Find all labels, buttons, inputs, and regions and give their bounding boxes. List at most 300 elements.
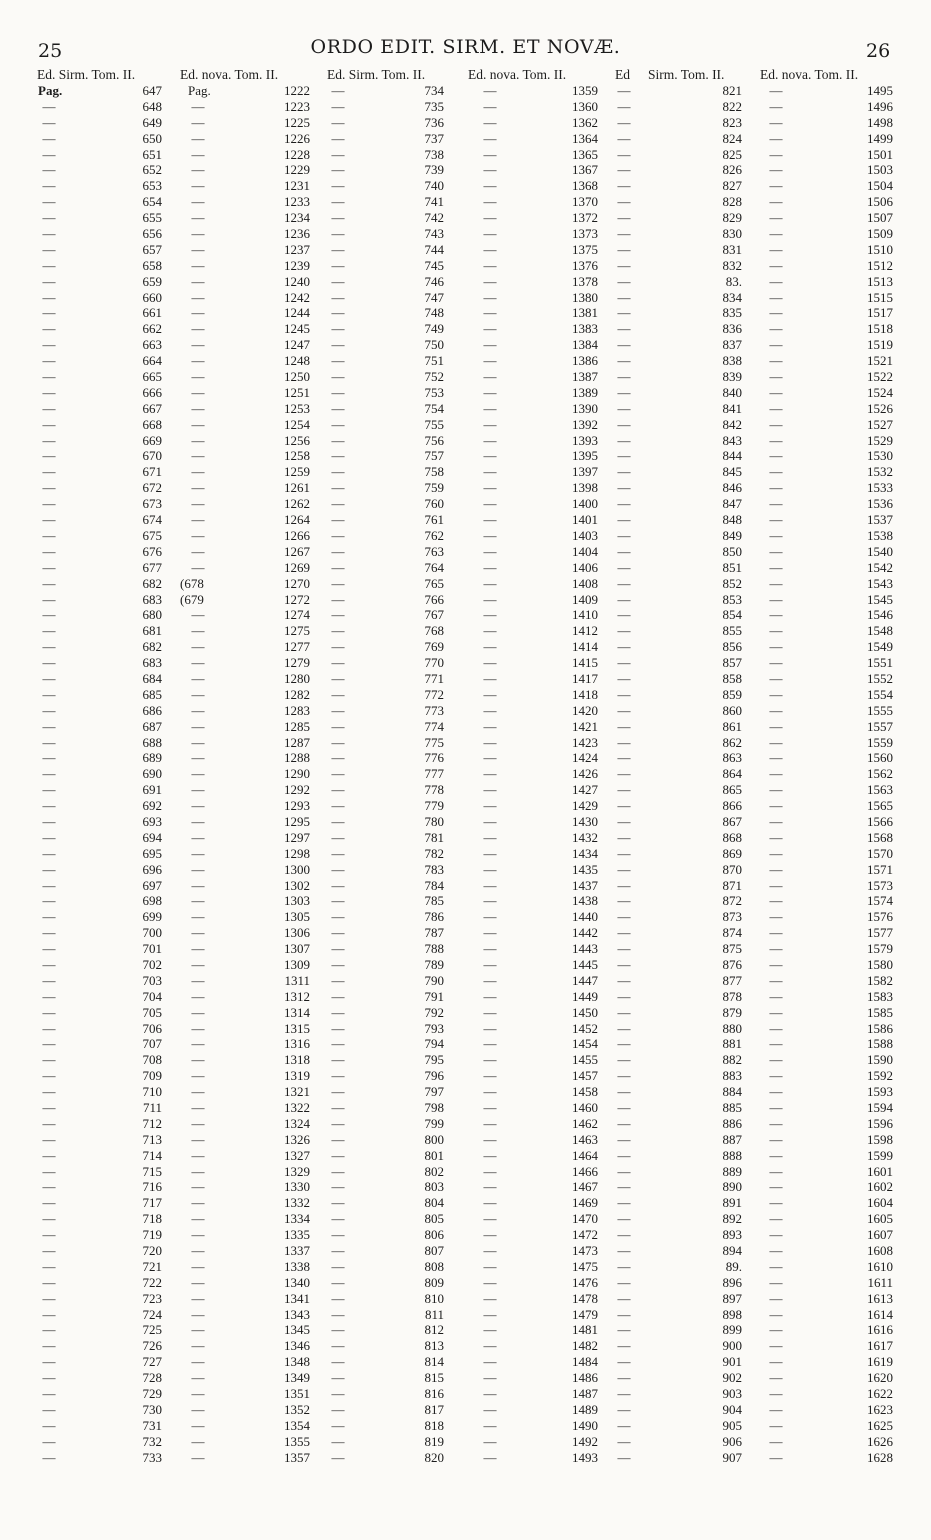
ditto-dash: — — [42, 1211, 56, 1227]
ditto-dash: — — [483, 941, 497, 957]
page-number-left: 25 — [38, 40, 63, 62]
ed-sirm-page-c: 897 — [722, 1290, 742, 1306]
ditto-dash: — — [331, 1243, 345, 1259]
ditto-dash: — — [617, 1370, 631, 1386]
ed-sirm-page-b: 768 — [424, 623, 444, 639]
ditto-dash: — — [42, 1370, 56, 1386]
ed-sirm-page-b: 762 — [424, 527, 444, 543]
ditto-dash: — — [769, 527, 783, 543]
ed-sirm-page-a: 674 — [142, 512, 162, 528]
ditto-dash: — — [191, 1084, 205, 1100]
ditto-dash: — — [617, 1100, 631, 1115]
ed-sirm-page-a: 693 — [142, 813, 162, 829]
table-row — [0, 385, 931, 401]
ed-nova-page-a: 1245 — [284, 321, 310, 337]
ed-nova-page-c: 1519 — [867, 337, 893, 353]
ed-sirm-page-b: 808 — [424, 1258, 444, 1274]
ditto-dash: — — [331, 384, 345, 400]
ditto-dash: — — [191, 162, 205, 178]
ed-nova-page-a: 1231 — [284, 178, 310, 194]
ed-sirm-page-b: 796 — [424, 1068, 444, 1084]
ditto-dash: — — [42, 559, 56, 575]
ed-sirm-page-b: 805 — [424, 1211, 444, 1227]
ed-sirm-page-c: 876 — [722, 956, 742, 972]
ed-sirm-page-c: 867 — [722, 813, 742, 829]
ed-sirm-page-a: 706 — [142, 1020, 162, 1036]
ed-sirm-page-b: 753 — [424, 384, 444, 400]
ed-sirm-page-b: 809 — [424, 1274, 444, 1290]
ed-sirm-page-a: 682 — [142, 639, 162, 655]
ed-nova-page-c: 1596 — [867, 1115, 893, 1131]
ditto-dash: — — [331, 305, 345, 321]
table-row — [0, 607, 931, 623]
ed-nova-page-c: 1604 — [867, 1195, 893, 1211]
ditto-dash: — — [42, 178, 56, 194]
ed-nova-page-a: 1354 — [284, 1417, 310, 1433]
table-row — [0, 1164, 931, 1180]
ed-sirm-page-a: 685 — [142, 686, 162, 702]
ditto-dash: — — [483, 241, 497, 257]
ed-nova-page-c: 1507 — [867, 210, 893, 226]
ed-sirm-page-b: 772 — [424, 686, 444, 702]
ditto-dash: — — [331, 925, 345, 941]
table-row — [0, 433, 931, 449]
ed-sirm-page-a: 660 — [142, 289, 162, 305]
ditto-dash: — — [483, 226, 497, 242]
ed-nova-page-c: 1527 — [867, 416, 893, 432]
ditto-dash: — — [191, 813, 205, 829]
ed-sirm-page-a: 719 — [142, 1227, 162, 1243]
ed-sirm-page-b: 819 — [424, 1433, 444, 1449]
ditto-dash: — — [331, 1274, 345, 1290]
ditto-dash: — — [191, 1195, 205, 1211]
ditto-dash: — — [42, 782, 56, 798]
ditto-dash: — — [617, 893, 631, 909]
ditto-dash: — — [191, 750, 205, 766]
ed-nova-page-a: 1279 — [284, 655, 310, 671]
ditto-dash: — — [191, 1179, 205, 1195]
ditto-dash: — — [483, 527, 497, 543]
ditto-dash: — — [483, 1115, 497, 1131]
ed-nova-page-b: 1400 — [572, 496, 598, 512]
ditto-dash: — — [483, 607, 497, 623]
ed-nova-page-a: 1300 — [284, 861, 310, 877]
ditto-dash: — — [769, 210, 783, 226]
ditto-dash: — — [483, 1020, 497, 1036]
ed-sirm-page-c: 859 — [722, 686, 742, 702]
ditto-dash: — — [617, 1179, 631, 1195]
ed-nova-page-b: 1376 — [572, 257, 598, 273]
ditto-dash: — — [42, 1036, 56, 1052]
ed-nova-page-a: 1334 — [284, 1211, 310, 1227]
ditto-dash: — — [191, 1354, 205, 1370]
ditto-dash: — — [769, 925, 783, 941]
ditto-dash: — — [331, 1131, 345, 1147]
ditto-dash: — — [42, 1243, 56, 1259]
ed-sirm-page-b: 755 — [424, 416, 444, 432]
ed-sirm-page-c: 891 — [722, 1195, 742, 1211]
ed-nova-page-c: 1503 — [867, 162, 893, 178]
ed-sirm-page-a: 708 — [142, 1052, 162, 1068]
ditto-dash: — — [42, 512, 56, 528]
table-row — [0, 131, 931, 147]
table-row — [0, 369, 931, 385]
ed-nova-page-a: 1282 — [284, 686, 310, 702]
ditto-dash: — — [191, 1290, 205, 1306]
ed-nova-page-b: 1467 — [572, 1179, 598, 1195]
ditto-dash: — — [331, 1227, 345, 1243]
ed-sirm-page-a: 713 — [142, 1131, 162, 1147]
ed-nova-page-c: 1546 — [867, 607, 893, 623]
ditto-dash: — — [42, 750, 56, 766]
ditto-dash: — — [617, 1211, 631, 1227]
ditto-dash: — — [617, 686, 631, 702]
ditto-dash: — — [769, 464, 783, 480]
ditto-dash: — — [769, 893, 783, 909]
ditto-dash: — — [617, 130, 631, 146]
ed-nova-page-c: 1599 — [867, 1147, 893, 1163]
ditto-dash: — — [617, 464, 631, 480]
table-row — [0, 337, 931, 353]
ed-sirm-page-c: 875 — [722, 941, 742, 957]
ditto-dash: — — [769, 1338, 783, 1354]
ditto-dash: — — [483, 893, 497, 909]
ed-sirm-page-a: 732 — [142, 1433, 162, 1449]
ed-nova-page-c: 1495 — [867, 83, 893, 98]
ditto-dash: — — [483, 639, 497, 655]
parenthetical-page: (678 — [180, 575, 204, 591]
ditto-dash: — — [191, 1227, 205, 1243]
table-row — [0, 1068, 931, 1084]
ditto-dash: — — [483, 257, 497, 273]
ed-sirm-page-c: 886 — [722, 1115, 742, 1131]
ed-sirm-page-a: 670 — [142, 448, 162, 464]
table-row — [0, 258, 931, 274]
ditto-dash: — — [331, 543, 345, 559]
ed-nova-page-a: 1261 — [284, 480, 310, 496]
ditto-dash: — — [617, 448, 631, 464]
ditto-dash: — — [617, 829, 631, 845]
ed-nova-page-b: 1393 — [572, 432, 598, 448]
ed-sirm-page-c: 872 — [722, 893, 742, 909]
ditto-dash: — — [769, 1274, 783, 1290]
ed-nova-page-b: 1392 — [572, 416, 598, 432]
ditto-dash: — — [331, 178, 345, 194]
ditto-dash: — — [42, 194, 56, 210]
table-row — [0, 1021, 931, 1037]
ditto-dash: — — [42, 877, 56, 893]
ed-nova-page-b: 1437 — [572, 877, 598, 893]
ditto-dash: — — [617, 972, 631, 988]
ditto-dash: — — [42, 130, 56, 146]
ditto-dash: — — [769, 829, 783, 845]
ditto-dash: — — [483, 988, 497, 1004]
ed-sirm-page-b: 820 — [424, 1449, 444, 1465]
ditto-dash: — — [42, 1338, 56, 1354]
ed-nova-page-b: 1397 — [572, 464, 598, 480]
ditto-dash: — — [617, 1449, 631, 1465]
ditto-dash: — — [42, 432, 56, 448]
ditto-dash: — — [617, 416, 631, 432]
ed-nova-page-b: 1370 — [572, 194, 598, 210]
ed-sirm-page-b: 801 — [424, 1147, 444, 1163]
ed-nova-page-c: 1566 — [867, 813, 893, 829]
ditto-dash: — — [483, 130, 497, 146]
ed-nova-page-c: 1565 — [867, 798, 893, 814]
ed-sirm-page-a: 655 — [142, 210, 162, 226]
ed-sirm-page-a: 704 — [142, 988, 162, 1004]
ed-sirm-page-a: 716 — [142, 1179, 162, 1195]
ed-nova-page-a: 1319 — [284, 1068, 310, 1084]
ed-sirm-page-a: 662 — [142, 321, 162, 337]
ditto-dash: — — [331, 464, 345, 480]
ed-nova-page-b: 1418 — [572, 686, 598, 702]
ditto-dash: — — [191, 941, 205, 957]
ed-nova-page-b: 1443 — [572, 941, 598, 957]
ditto-dash: — — [191, 369, 205, 385]
table-row — [0, 925, 931, 941]
ed-nova-page-a: 1352 — [284, 1401, 310, 1417]
ditto-dash: — — [42, 353, 56, 369]
ditto-dash: — — [331, 241, 345, 257]
ed-nova-page-c: 1620 — [867, 1370, 893, 1386]
ditto-dash: — — [483, 321, 497, 337]
ditto-dash: — — [331, 480, 345, 496]
ditto-dash: — — [769, 162, 783, 178]
ditto-dash: — — [617, 1227, 631, 1243]
ditto-dash: — — [331, 1036, 345, 1052]
ed-nova-page-a: 1315 — [284, 1020, 310, 1036]
ed-sirm-page-c: 847 — [722, 496, 742, 512]
ditto-dash: — — [42, 972, 56, 988]
ed-sirm-page-a: 673 — [142, 496, 162, 512]
ditto-dash: — — [617, 1290, 631, 1306]
ed-sirm-page-c: 842 — [722, 416, 742, 432]
ditto-dash: — — [191, 909, 205, 925]
ditto-dash: — — [331, 226, 345, 242]
ed-sirm-page-c: 869 — [722, 845, 742, 861]
ed-nova-page-c: 1605 — [867, 1211, 893, 1227]
ditto-dash: — — [483, 496, 497, 512]
ed-sirm-page-a: 666 — [142, 384, 162, 400]
table-row — [0, 1195, 931, 1211]
ed-sirm-page-a: 653 — [142, 178, 162, 194]
ed-nova-page-b: 1384 — [572, 337, 598, 353]
ed-nova-page-c: 1626 — [867, 1433, 893, 1449]
ditto-dash: — — [331, 130, 345, 146]
ed-nova-page-b: 1424 — [572, 750, 598, 766]
ditto-dash: — — [191, 718, 205, 734]
ed-sirm-page-b: 743 — [424, 226, 444, 242]
ditto-dash: — — [42, 226, 56, 242]
ed-sirm-page-b: 774 — [424, 718, 444, 734]
ed-sirm-page-c: 879 — [722, 1004, 742, 1020]
ed-sirm-page-b: 813 — [424, 1338, 444, 1354]
ed-sirm-page-a: 695 — [142, 845, 162, 861]
ed-sirm-page-b: 742 — [424, 210, 444, 226]
ditto-dash: — — [42, 1163, 56, 1179]
ditto-dash: — — [191, 543, 205, 559]
ed-sirm-page-a: 654 — [142, 194, 162, 210]
ed-nova-page-a: 1259 — [284, 464, 310, 480]
ditto-dash: — — [483, 83, 497, 98]
ditto-dash: — — [769, 369, 783, 385]
ed-sirm-page-b: 749 — [424, 321, 444, 337]
ditto-dash: — — [191, 798, 205, 814]
ed-sirm-page-b: 769 — [424, 639, 444, 655]
ditto-dash: — — [331, 416, 345, 432]
ditto-dash: — — [331, 988, 345, 1004]
ed-sirm-page-b: 775 — [424, 734, 444, 750]
ditto-dash: — — [42, 496, 56, 512]
ditto-dash: — — [483, 845, 497, 861]
ditto-dash: — — [769, 114, 783, 130]
ditto-dash: — — [483, 591, 497, 607]
ditto-dash: — — [483, 877, 497, 893]
ed-sirm-page-c: 851 — [722, 559, 742, 575]
ed-sirm-page-b: 807 — [424, 1243, 444, 1259]
ed-nova-page-b: 1414 — [572, 639, 598, 655]
ditto-dash: — — [42, 893, 56, 909]
ditto-dash: — — [483, 305, 497, 321]
ed-sirm-page-a: 699 — [142, 909, 162, 925]
ed-nova-page-c: 1518 — [867, 321, 893, 337]
ditto-dash: — — [483, 1290, 497, 1306]
table-row — [0, 99, 931, 115]
ditto-dash: — — [769, 1131, 783, 1147]
ditto-dash: — — [191, 559, 205, 575]
ditto-dash: — — [769, 512, 783, 528]
ditto-dash: — — [191, 1258, 205, 1274]
ditto-dash: — — [617, 162, 631, 178]
ed-nova-page-b: 1464 — [572, 1147, 598, 1163]
ditto-dash: — — [769, 750, 783, 766]
ditto-dash: — — [483, 1179, 497, 1195]
ed-sirm-page-c: 856 — [722, 639, 742, 655]
ed-nova-page-a: 1264 — [284, 512, 310, 528]
ditto-dash: — — [42, 1227, 56, 1243]
ditto-dash: — — [191, 766, 205, 782]
ditto-dash: — — [483, 178, 497, 194]
ditto-dash: — — [769, 1258, 783, 1274]
ed-nova-page-a: 1305 — [284, 909, 310, 925]
ditto-dash: — — [769, 861, 783, 877]
ed-sirm-page-c: 832 — [722, 257, 742, 273]
table-row — [0, 576, 931, 592]
ed-sirm-page-c: 905 — [722, 1417, 742, 1433]
ditto-dash: — — [769, 559, 783, 575]
table-row — [0, 1275, 931, 1291]
ed-sirm-page-c: 827 — [722, 178, 742, 194]
ed-nova-page-a: 1236 — [284, 226, 310, 242]
ditto-dash: — — [483, 1147, 497, 1163]
ditto-dash: — — [191, 114, 205, 130]
ditto-dash: — — [42, 337, 56, 353]
ed-sirm-page-a: 689 — [142, 750, 162, 766]
ed-sirm-page-a: 687 — [142, 718, 162, 734]
ditto-dash: — — [483, 210, 497, 226]
ed-nova-page-c: 1552 — [867, 670, 893, 686]
ditto-dash: — — [331, 321, 345, 337]
ditto-dash: — — [617, 400, 631, 416]
ed-sirm-page-b: 788 — [424, 941, 444, 957]
ditto-dash: — — [617, 527, 631, 543]
ditto-dash: — — [483, 114, 497, 130]
ed-nova-page-a: 1280 — [284, 670, 310, 686]
ditto-dash: — — [42, 1068, 56, 1084]
ed-sirm-page-a: 714 — [142, 1147, 162, 1163]
ed-sirm-page-b: 818 — [424, 1417, 444, 1433]
ed-sirm-page-b: 797 — [424, 1084, 444, 1100]
ed-sirm-page-b: 786 — [424, 909, 444, 925]
ditto-dash: — — [331, 353, 345, 369]
ditto-dash: — — [483, 1401, 497, 1417]
ed-sirm-page-c: 883 — [722, 1068, 742, 1084]
ed-sirm-page-c: 893 — [722, 1227, 742, 1243]
ed-sirm-page-a: 712 — [142, 1115, 162, 1131]
table-row — [0, 1179, 931, 1195]
ed-nova-page-c: 1598 — [867, 1131, 893, 1147]
ed-sirm-page-a: 656 — [142, 226, 162, 242]
ditto-dash: — — [483, 1338, 497, 1354]
ed-nova-page-a: 1292 — [284, 782, 310, 798]
ditto-dash: — — [617, 241, 631, 257]
ed-sirm-page-c: 843 — [722, 432, 742, 448]
ditto-dash: — — [42, 1115, 56, 1131]
ditto-dash: — — [483, 655, 497, 671]
ed-sirm-page-b: 791 — [424, 988, 444, 1004]
ed-sirm-page-b: 747 — [424, 289, 444, 305]
ditto-dash: — — [769, 130, 783, 146]
column-header-ed-nova-1: Ed. nova. Tom. II. — [180, 67, 279, 82]
table-row — [0, 735, 931, 751]
ed-nova-page-a: 1309 — [284, 956, 310, 972]
ed-nova-page-a: 1330 — [284, 1179, 310, 1195]
ed-nova-page-b: 1412 — [572, 623, 598, 639]
ed-sirm-page-a: 657 — [142, 241, 162, 257]
ed-sirm-page-a: 718 — [142, 1211, 162, 1227]
ditto-dash: — — [769, 1084, 783, 1100]
ed-nova-page-b: 1440 — [572, 909, 598, 925]
table-row — [0, 464, 931, 480]
ditto-dash: — — [617, 1401, 631, 1417]
ditto-dash: — — [191, 956, 205, 972]
ed-sirm-page-b: 757 — [424, 448, 444, 464]
ed-nova-page-a: 1326 — [284, 1131, 310, 1147]
ed-nova-page-b: 1389 — [572, 384, 598, 400]
ed-nova-page-b: 1435 — [572, 861, 598, 877]
table-row — [0, 1322, 931, 1338]
ed-sirm-page-c: 823 — [722, 114, 742, 130]
ditto-dash: — — [483, 1274, 497, 1290]
ditto-dash: — — [42, 289, 56, 305]
ditto-dash: — — [769, 1433, 783, 1449]
ditto-dash: — — [483, 400, 497, 416]
ditto-dash: — — [617, 1163, 631, 1179]
ditto-dash: — — [191, 829, 205, 845]
ed-sirm-page-c: 907 — [722, 1449, 742, 1465]
ed-sirm-page-a: 647 — [142, 83, 162, 98]
ditto-dash: — — [769, 1147, 783, 1163]
ed-nova-page-b: 1429 — [572, 798, 598, 814]
ed-sirm-page-b: 741 — [424, 194, 444, 210]
ditto-dash: — — [769, 1243, 783, 1259]
ed-nova-page-a: 1288 — [284, 750, 310, 766]
ed-nova-page-c: 1607 — [867, 1227, 893, 1243]
ditto-dash: — — [42, 257, 56, 273]
ditto-dash: — — [769, 702, 783, 718]
table-row — [0, 1132, 931, 1148]
